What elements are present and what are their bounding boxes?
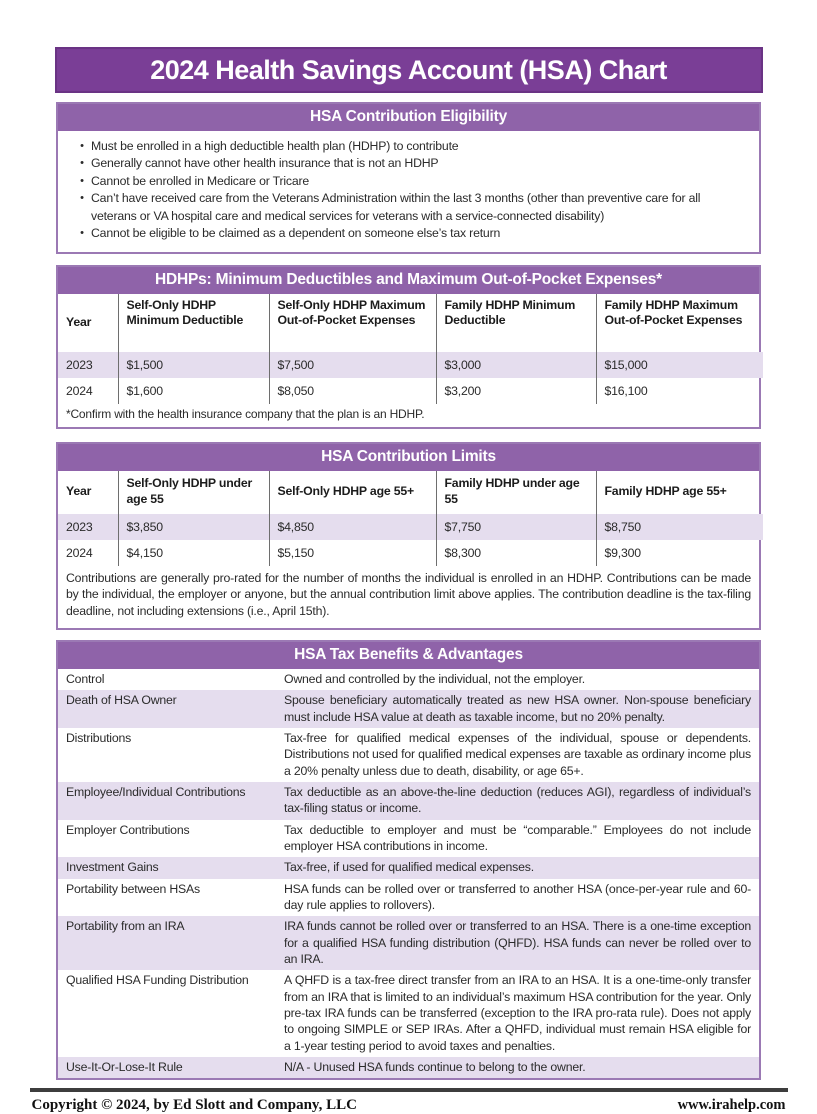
limits-col-family-under55: Family HDHP under age 55 <box>436 471 596 514</box>
benefit-label: Use-It-Or-Lose-It Rule <box>66 1060 183 1075</box>
benefit-text: Spouse beneficiary automatically treated as new HSA owner. Non-spouse beneficiary must include HSA value at death as taxable income, but no 20% penalty. <box>284 693 751 724</box>
eligibility-bullet <box>73 190 745 225</box>
hdhp-footnote: *Confirm with the health insurance company that the plan is an HDHP. <box>66 406 425 421</box>
page-footer <box>30 1088 788 1114</box>
benefit-row-employer-contributions <box>58 820 759 858</box>
benefit-text: HSA funds can be rolled over or transferred to another HSA (once-per-year rule and 60-day rule applies to rollovers). <box>284 881 751 912</box>
benefit-text: A QHFD is a tax-free direct transfer from an IRA to an HSA. It is a one-time-only transfer from an IRA that is limited to an individual’s maximum HSA contribution for the year. Only pre-tax IRA funds can be transferred (exception to the IRA pro-rata rule). Does not apply to ongoing SIMPLE or SEP IRAs. After a QHFD, individual must remain HSA eligible for a 1-year testing period to avoid taxes and penalties. <box>284 973 751 1053</box>
hdhp-col-family-min: Family HDHP Minimum Deductible <box>436 294 596 352</box>
hdhp-row-2024 <box>58 378 763 404</box>
limits-col-year: Year <box>66 484 92 499</box>
limits-table-section <box>56 442 761 630</box>
cell-year: 2024 <box>66 545 93 560</box>
cell-year: 2023 <box>66 357 93 372</box>
bullet-icon: • <box>80 140 84 152</box>
cell-family-min: $3,200 <box>436 378 596 404</box>
benefit-row-qhfd <box>58 970 759 1057</box>
hdhp-row-2023 <box>58 352 763 378</box>
hdhp-col-year: Year <box>66 314 92 329</box>
bullet-icon: • <box>80 174 84 187</box>
cell-selfonly-max: $8,050 <box>269 378 436 404</box>
benefit-label: Death of HSA Owner <box>66 693 177 708</box>
benefit-label: Portability between HSAs <box>66 881 200 896</box>
benefit-text: N/A - Unused HSA funds continue to belong to the owner. <box>284 1060 586 1075</box>
benefit-row-investment-gains <box>58 857 759 878</box>
eligibility-section-header: HSA Contribution Eligibility <box>58 104 759 131</box>
cell-selfonly-under55: $3,850 <box>118 514 269 540</box>
benefits-table <box>58 669 759 1079</box>
hdhp-table <box>58 294 763 404</box>
cell-family-max: $16,100 <box>596 378 763 404</box>
bullet-icon: • <box>80 227 84 240</box>
cell-family-55plus: $9,300 <box>596 540 763 566</box>
limits-col-selfonly-55plus: Self-Only HDHP age 55+ <box>269 471 436 514</box>
limits-table <box>58 471 763 566</box>
eligibility-section <box>56 102 761 254</box>
benefit-row-distributions <box>58 728 759 782</box>
bullet-text: Cannot be enrolled in Medicare or Tricare <box>91 173 310 188</box>
page-title <box>55 47 763 93</box>
limits-row-2024 <box>58 540 763 566</box>
hdhp-col-family-max: Family HDHP Maximum Out-of-Pocket Expenses <box>596 294 763 352</box>
cell-family-under55: $8,300 <box>436 540 596 566</box>
limits-row-2023 <box>58 514 763 540</box>
eligibility-bullet <box>73 173 745 190</box>
benefit-row-portability-between-hsas <box>58 879 759 917</box>
bullet-icon: • <box>80 157 84 170</box>
cell-selfonly-55plus: $5,150 <box>269 540 436 566</box>
benefit-label: Control <box>66 671 105 686</box>
cell-year: 2023 <box>66 519 93 534</box>
hdhp-table-section <box>56 265 761 429</box>
cell-family-max: $15,000 <box>596 352 763 378</box>
benefit-row-death-of-hsa-owner <box>58 690 759 728</box>
bullet-text: Can’t have received care from the Veterans Administration within the last 3 months (other than preventive care for all veterans or VA hospital care and medical services for veterans with a service-connected disability) <box>91 191 701 223</box>
benefit-label: Qualified HSA Funding Distribution <box>66 973 249 988</box>
copyright-text: Copyright © 2024, by Ed Slott and Company, LLC <box>31 1097 357 1114</box>
benefit-label: Employer Contributions <box>66 822 190 837</box>
eligibility-bullet <box>73 138 745 155</box>
benefit-row-use-it-or-lose-it <box>58 1057 759 1078</box>
benefit-label: Portability from an IRA <box>66 919 185 934</box>
benefit-text: Tax-free for qualified medical expenses of the individual, spouse or dependents. Distributions not used for qualified medical expenses are taxable as ordinary income plus a 20% penalty unless due to death, disability, or age 65+. <box>284 730 751 778</box>
benefit-text: IRA funds cannot be rolled over or transferred to an HSA. There is a one-time exception for a qualified HSA funding distribution (QHFD). HSA funds can never be rolled over to an IRA. <box>284 919 751 967</box>
cell-family-min: $3,000 <box>436 352 596 378</box>
eligibility-bullet-list <box>58 131 759 252</box>
cell-family-55plus: $8,750 <box>596 514 763 540</box>
eligibility-bullet <box>73 155 745 172</box>
benefits-section-header: HSA Tax Benefits & Advantages <box>58 642 759 669</box>
benefit-label: Distributions <box>66 730 132 745</box>
bullet-text: Generally cannot have other health insurance that is not an HDHP <box>91 156 439 171</box>
benefit-text: Tax-free, if used for qualified medical expenses. <box>284 860 534 875</box>
hdhp-col-selfonly-max: Self-Only HDHP Maximum Out-of-Pocket Expenses <box>269 294 436 352</box>
bullet-icon: • <box>80 192 84 205</box>
hdhp-table-header-row <box>58 294 763 352</box>
cell-selfonly-under55: $4,150 <box>118 540 269 566</box>
cell-selfonly-min: $1,500 <box>118 352 269 378</box>
limits-col-selfonly-under55: Self-Only HDHP under age 55 <box>118 471 269 514</box>
benefit-label: Employee/Individual Contributions <box>66 784 246 799</box>
bullet-text: Must be enrolled in a high deductible health plan (HDHP) to contribute <box>91 139 459 153</box>
benefit-text: Tax deductible to employer and must be “comparable.” Employees do not include employer HSA contributions in income. <box>284 822 751 853</box>
hdhp-table-header: HDHPs: Minimum Deductibles and Maximum Out-of-Pocket Expenses* <box>58 267 759 294</box>
limits-col-family-55plus: Family HDHP age 55+ <box>596 471 763 514</box>
cell-family-under55: $7,750 <box>436 514 596 540</box>
limits-note: Contributions are generally pro-rated for the number of months the individual is enrolled in an HDHP. Contributions can be made by the individual, the employer or anyone, but the annual contribution limit above applies. The contribution deadline is the tax-filing deadline, not including extensions (i.e., April 15th). <box>66 570 751 619</box>
hdhp-col-selfonly-min: Self-Only HDHP Minimum Deductible <box>118 294 269 352</box>
cell-selfonly-max: $7,500 <box>269 352 436 378</box>
cell-year: 2024 <box>66 383 93 398</box>
limits-table-header: HSA Contribution Limits <box>58 444 759 471</box>
eligibility-bullet <box>73 225 745 242</box>
cell-selfonly-55plus: $4,850 <box>269 514 436 540</box>
benefit-row-control <box>58 669 759 690</box>
benefit-text: Tax deductible as an above-the-line deduction (reduces AGI), regardless of individual’s tax-filing status or income. <box>284 784 751 816</box>
benefit-text: Owned and controlled by the individual, not the employer. <box>284 671 585 686</box>
limits-table-header-row <box>58 471 763 514</box>
benefits-section <box>56 640 761 1081</box>
benefit-label: Investment Gains <box>66 860 159 875</box>
bullet-text: Cannot be eligible to be claimed as a dependent on someone else’s tax return <box>91 226 501 241</box>
cell-selfonly-min: $1,600 <box>118 378 269 404</box>
website-link[interactable]: www.irahelp.com <box>677 1097 786 1114</box>
page-title-text: 2024 Health Savings Account (HSA) Chart <box>150 54 667 85</box>
benefit-row-portability-from-ira <box>58 916 759 970</box>
benefit-row-employee-contributions <box>58 782 759 820</box>
